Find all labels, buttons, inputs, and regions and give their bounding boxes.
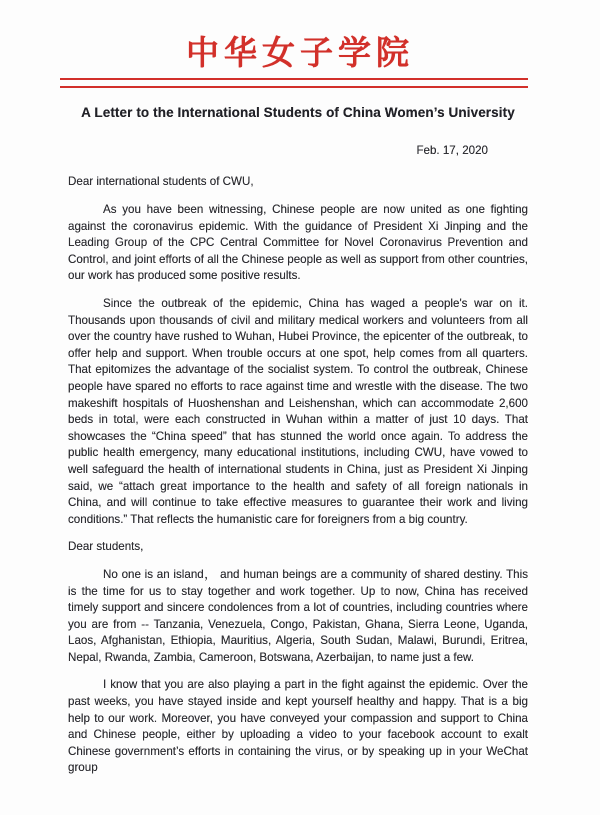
letter-date: Feb. 17, 2020 bbox=[416, 143, 488, 157]
paragraph-peoples-war: Since the outbreak of the epidemic, China has waged a people's war on it. Thousands upon thousands of civil and military medical workers and volunteers from all over the country have rushed to Wuhan, Hubei Province, the epicenter of the outbreak, to offer help and support. When trouble occurs at one spot, help comes from all quarters. That epitomizes the advantage of the socialist system. To control the outbreak, Chinese people have spared no efforts to race against time and wrestle with the disease. The two makeshift hospitals of Huoshenshan and Leishenshan, which can accommodate 2,600 beds in total, were each constructed in Wuhan within a matter of just 10 days. That showcases the “China speed” that has stunned the world once again. To address the public health emergency, many educational institutions, including CWU, have vowed to well safeguard the health of international students in China, just as President Xi Jinping said, we “attach great importance to the health and safety of all foreign nationals in China, and will continue to take effective measures to guarantee their work and living conditions.” That reflects the humanistic care for foreigners from a big country. bbox=[68, 297, 528, 526]
university-name: 中华女子学院 bbox=[186, 33, 414, 72]
letterhead-rule-top bbox=[60, 78, 528, 80]
salutation-dear-students: Dear students, bbox=[68, 540, 144, 554]
letterhead-rule-bottom bbox=[60, 86, 528, 88]
letter-body bbox=[68, 105, 528, 777]
paragraph-shared-destiny: No one is an island， and human beings are a community of shared destiny. This is the time for us to stay together and work together. Up to now, China has received timely support and sincere condolences from a lot of countries, including countries where you are from -- Tanzania, Venezuela, Congo, Pakistan, Ghana, Sierra Leone, Uganda, Laos, Afghanistan, Ethiopia, Mauritius, Algeria, South Sudan, Malawi, Burundi, Eritrea, Nepal, Rwanda, Zambia, Cameroon, Botswana, Azerbaijan, to name just a few. bbox=[68, 567, 528, 664]
paragraph-united-fight: As you have been witnessing, Chinese people are now united as one fighting against the coronavirus epidemic. With the guidance of President Xi Jinping and the Leading Group of the CPC Central Committee for Novel Coronavirus Prevention and Control, and joint efforts of all the Chinese people as well as support from other countries, our work has produced some positive results. bbox=[68, 203, 528, 283]
letterhead bbox=[0, 0, 600, 88]
paragraph-your-part: I know that you are also playing a part in the fight against the epidemic. Over the past weeks, you have stayed inside and kept yourself healthy and happy. That is a big help to our work. Moreover, you have conveyed your compassion and support to China and Chinese people, either by uploading a video to your facebook account to exalt Chinese government’s efforts in containing the virus, or by speaking up in your WeChat group bbox=[68, 678, 528, 775]
letter-title: A Letter to the International Students of China Women’s University bbox=[81, 105, 515, 121]
salutation-international-students: Dear international students of CWU, bbox=[68, 175, 254, 189]
